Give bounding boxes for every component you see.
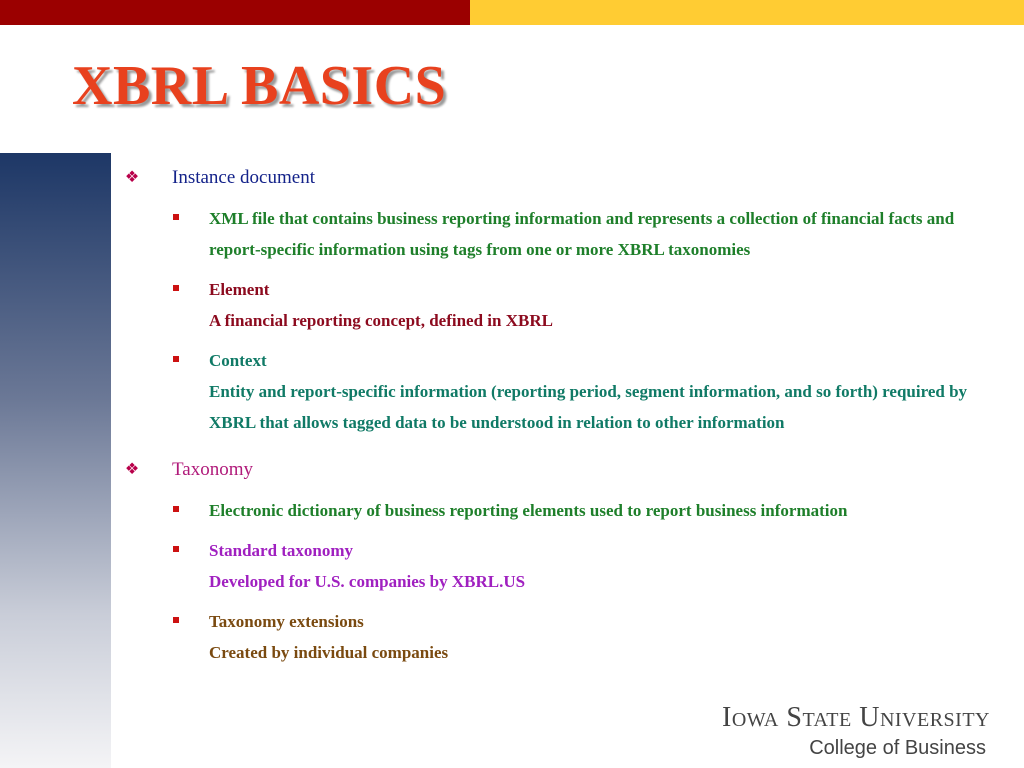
- sub-bullet-element: [120, 274, 1010, 336]
- context-title: Context: [209, 351, 267, 370]
- standard-taxonomy-title: Standard taxonomy: [209, 541, 354, 560]
- slide-content: [120, 165, 1010, 677]
- slide-title: XBRL BASICS: [72, 55, 447, 117]
- college-name: College of Business: [809, 737, 986, 759]
- iowa-state-logo: [722, 702, 990, 762]
- top-bar-red: [0, 0, 470, 25]
- dictionary-description: Electronic dictionary of business reporting elements used to report business information: [209, 501, 848, 520]
- bullet-taxonomy-heading: Taxonomy: [172, 459, 253, 480]
- square-bullet-icon: [173, 214, 179, 220]
- sub-bullet-dictionary: [120, 495, 1010, 526]
- standard-taxonomy-description: Developed for U.S. companies by XBRL.US: [209, 572, 526, 591]
- university-name: Iowa State University: [722, 702, 990, 733]
- bullet-instance-document: [120, 165, 1010, 191]
- context-description: Entity and report-specific information (reporting period, segment information, and so forth) required by XBRL that allows tagged data to be understood in relation to other information: [209, 382, 968, 432]
- element-description: A financial reporting concept, defined in XBRL: [209, 311, 553, 330]
- sub-bullet-taxonomy-extensions: [120, 606, 1010, 668]
- side-gradient-panel: [0, 153, 111, 768]
- bullet-instance-heading: Instance document: [172, 167, 315, 188]
- sub-bullet-xml-file: [120, 203, 1010, 265]
- taxonomy-extensions-title: Taxonomy extensions: [209, 612, 364, 631]
- top-bar-gold: [470, 0, 1024, 25]
- diamond-bullet-icon: ❖: [124, 461, 140, 478]
- square-bullet-icon: [173, 356, 179, 362]
- sub-bullet-context: [120, 345, 1010, 438]
- square-bullet-icon: [173, 506, 179, 512]
- element-title: Element: [209, 280, 270, 299]
- bullet-taxonomy: [120, 457, 1010, 483]
- square-bullet-icon: [173, 285, 179, 291]
- taxonomy-extensions-description: Created by individual companies: [209, 643, 449, 662]
- diamond-bullet-icon: ❖: [124, 169, 140, 186]
- square-bullet-icon: [173, 546, 179, 552]
- square-bullet-icon: [173, 617, 179, 623]
- sub-bullet-standard-taxonomy: [120, 535, 1010, 597]
- xml-file-description: XML file that contains business reporting information and represents a collection of financial facts and report-specific information using tags from one or more XBRL taxonomies: [209, 209, 955, 259]
